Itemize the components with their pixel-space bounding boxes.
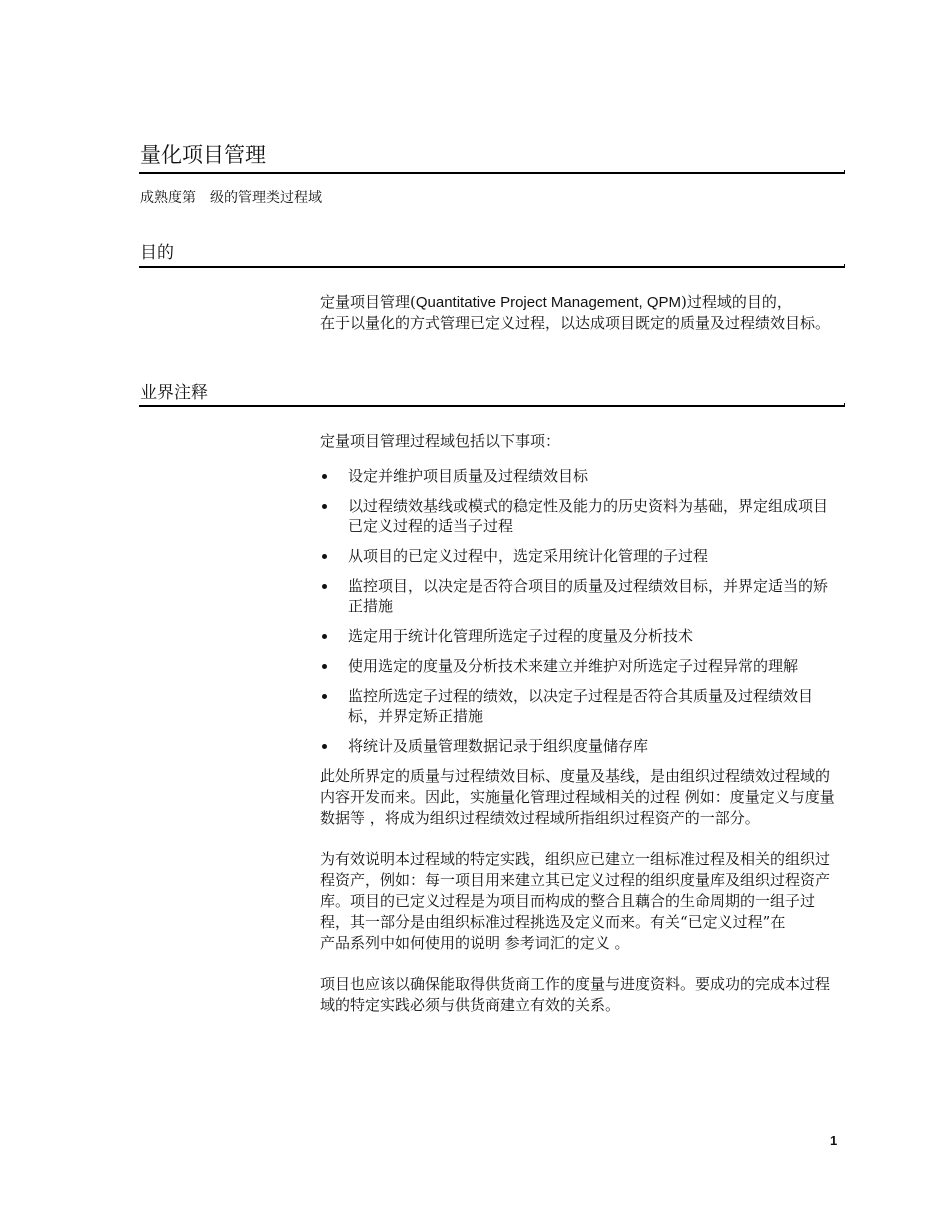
bullet-icon	[322, 664, 327, 669]
list-item: 选定用于统计化管理所选定子过程的度量及分析技术	[320, 626, 840, 646]
notes-paragraph-3: 项目也应该以确保能取得供货商工作的度量与进度资料。要成功的完成本过程域的特定实践必须与供货商建立有效的关系。	[320, 975, 831, 1014]
list-item: 监控所选定子过程的绩效，以决定子过程是否符合其质量及过程绩效目标，并界定矫正措施	[320, 686, 840, 726]
list-item: 监控项目，以决定是否符合项目的质量及过程绩效目标，并界定适当的矫正措施	[320, 576, 840, 616]
bullet-icon	[322, 584, 327, 589]
list-item: 从项目的已定义过程中，选定采用统计化管理的子过程	[320, 546, 840, 566]
bullet-icon	[322, 744, 327, 749]
bullet-icon	[322, 634, 327, 639]
maturity-level-subtitle: 成熟度第 级的管理类过程域	[140, 190, 322, 206]
purpose-text	[320, 292, 840, 334]
notes-paragraphs	[320, 766, 840, 1036]
list-item: 设定并维护项目质量及过程绩效目标	[320, 466, 840, 486]
bullet-icon	[322, 554, 327, 559]
notes-bullet-list	[320, 466, 840, 766]
page-title: 量化项目管理	[140, 143, 266, 167]
purpose-text-prefix: 定量项目管理(	[320, 293, 416, 311]
notes-heading: 业界注释	[140, 383, 208, 403]
list-item: 使用选定的度量及分析技术来建立并维护对所选定子过程异常的理解	[320, 656, 840, 676]
purpose-text-suffix: )过程域的目的，	[680, 293, 792, 311]
purpose-text-rest: 在于以量化的方式管理已定义过程，以达成项目既定的质量及过程绩效目标。	[320, 314, 831, 332]
purpose-text-latin: Quantitative Project Management, QPM	[415, 294, 681, 311]
notes-paragraph-2: 为有效说明本过程域的特定实践，组织应已建立一组标准过程及相关的组织过程资产，例如：每一项目用来建立其已定义过程的组织度量库及组织过程资产库。项目的已定义过程是为项目而构成的整合且藕合的生命周期的一组子过程，其一部分是由组织标准过程挑选及定义而来。有关“已定义过程”在 产品系列中如何使用的说明 参考词汇的定义 。	[320, 850, 831, 952]
purpose-rule	[139, 266, 845, 268]
bullet-icon	[322, 504, 327, 509]
bullet-icon	[322, 694, 327, 699]
list-item: 以过程绩效基线或模式的稳定性及能力的历史资料为基础，界定组成项目已定义过程的适当子过程	[320, 496, 840, 536]
bullet-icon	[322, 474, 327, 479]
notes-paragraph-1: 此处所界定的质量与过程绩效目标、度量及基线，是由组织过程绩效过程域的内容开发而来。因此，实施量化管理过程域相关的过程 例如：度量定义与度量数据等 ，将成为组织过程绩效过程域所指组织过程资产的一部分。	[320, 767, 835, 827]
notes-rule	[139, 405, 845, 407]
notes-intro: 定量项目管理过程域包括以下事项：	[320, 432, 561, 450]
list-item: 将统计及质量管理数据记录于组织度量储存库	[320, 736, 840, 756]
page-number: 1	[830, 1133, 838, 1148]
title-rule	[139, 172, 845, 174]
purpose-heading: 目的	[140, 243, 174, 263]
